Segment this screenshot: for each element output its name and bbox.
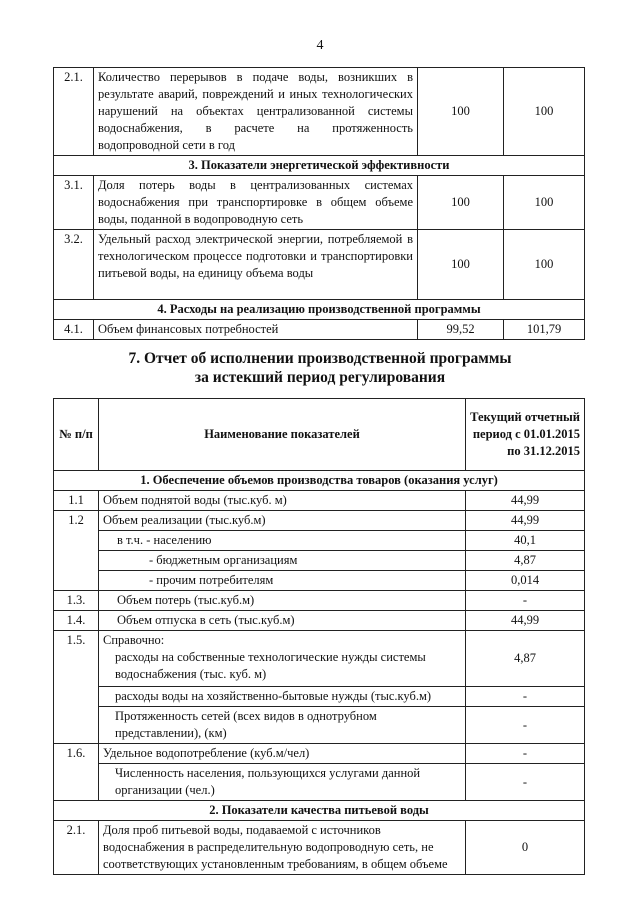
row-number: 1.6. [54, 744, 99, 801]
row-value: 40,1 [466, 531, 585, 551]
section-row [54, 300, 585, 320]
row-value-1: 100 [418, 68, 504, 156]
row-number: 2.1. [54, 821, 99, 875]
row-value: 4,87 [466, 631, 585, 687]
section-heading-4: 4. Расходы на реализацию производственной программы [54, 300, 585, 320]
row-value: - [466, 687, 585, 707]
row-text: Протяженность сетей (всех видов в однотрубном представлении), (км) [99, 707, 466, 744]
row-value-1: 99,52 [418, 320, 504, 340]
row-text: Объем потерь (тыс.куб.м) [99, 591, 466, 611]
table-row [54, 68, 585, 156]
row-value-1: 100 [418, 176, 504, 230]
row-text: Доля потерь воды в централизованных системах водоснабжения при транспортировке в общем объеме воды, поданной в водопроводную сеть [94, 176, 418, 230]
row-number: 1.4. [54, 611, 99, 631]
header-row [54, 399, 585, 471]
report-title-line-2: за истекший период регулирования [194, 369, 446, 386]
row-text: Объем отпуска в сеть (тыс.куб.м) [99, 611, 466, 631]
row-text: Численность населения, пользующихся услугами данной организации (чел.) [99, 764, 466, 801]
table-row [54, 176, 585, 230]
row-value: 44,99 [466, 611, 585, 631]
row-text: Объем поднятой воды (тыс.куб. м) [99, 491, 466, 511]
row-number: 3.2. [54, 230, 94, 300]
row-text [99, 631, 466, 687]
table-row [54, 744, 585, 764]
section-heading-3: 3. Показатели энергетической эффективности [54, 156, 585, 176]
row-text: в т.ч. - населению [99, 531, 466, 551]
table-row [54, 320, 585, 340]
section-row [54, 156, 585, 176]
row-value: - [466, 591, 585, 611]
row-number: 4.1. [54, 320, 94, 340]
row-number: 3.1. [54, 176, 94, 230]
table-row [54, 491, 585, 511]
row-number: 1.5. [54, 631, 99, 744]
header-col-name: Наименование показателей [99, 399, 466, 471]
row-value: 0,014 [466, 571, 585, 591]
report-title-line-1: 7. Отчет об исполнении производственной программы [128, 350, 512, 367]
section-row [54, 801, 585, 821]
table-row [54, 571, 585, 591]
row-value: - [466, 764, 585, 801]
row-value: 44,99 [466, 511, 585, 531]
table-row [54, 591, 585, 611]
row-value-2: 100 [504, 176, 585, 230]
row-value-2: 100 [504, 230, 585, 300]
table-row [54, 611, 585, 631]
row-label: Справочно: [103, 633, 165, 647]
table-row [54, 631, 585, 687]
row-number: 2.1. [54, 68, 94, 156]
row-value: 4,87 [466, 551, 585, 571]
row-value-2: 101,79 [504, 320, 585, 340]
table-row [54, 707, 585, 744]
report-title [0, 349, 640, 387]
row-text: Удельное водопотребление (куб.м/чел) [99, 744, 466, 764]
report-table [53, 398, 585, 875]
table-row [54, 821, 585, 875]
row-number: 1.2 [54, 511, 99, 591]
table-row [54, 764, 585, 801]
row-value: - [466, 707, 585, 744]
row-text: Объем реализации (тыс.куб.м) [99, 511, 466, 531]
table-row [54, 531, 585, 551]
row-value: - [466, 744, 585, 764]
row-text: расходы воды на хозяйственно-бытовые нужды (тыс.куб.м) [99, 687, 466, 707]
row-text: Доля проб питьевой воды, подаваемой с источников водоснабжения в распределительную водопроводную сеть, не соответствующих установленным требованиям, в общем объеме [99, 821, 466, 875]
row-text: - бюджетным организациям [99, 551, 466, 571]
section-row [54, 471, 585, 491]
row-text: Объем финансовых потребностей [94, 320, 418, 340]
section-heading-1: 1. Обеспечение объемов производства товаров (оказания услуг) [54, 471, 585, 491]
table-row [54, 511, 585, 531]
row-text: Удельный расход электрической энергии, потребляемой в технологическом процессе подготовки и транспортировки питьевой воды, на единицу объема воды [94, 230, 418, 300]
header-col-num: № п/п [54, 399, 99, 471]
row-number: 1.3. [54, 591, 99, 611]
top-indicators-table [53, 67, 585, 340]
row-value: 0 [466, 821, 585, 875]
row-number: 1.1 [54, 491, 99, 511]
table-row [54, 687, 585, 707]
page-number: 4 [316, 38, 324, 53]
row-value-2: 100 [504, 68, 585, 156]
table-row [54, 230, 585, 300]
header-col-period: Текущий отчетный период с 01.01.2015 по 31.12.2015 [466, 399, 585, 471]
row-text: - прочим потребителям [99, 571, 466, 591]
row-value: 44,99 [466, 491, 585, 511]
row-value-1: 100 [418, 230, 504, 300]
row-subtext: расходы на собственные технологические нужды системы водоснабжения (тыс. куб. м) [115, 650, 426, 681]
table-row [54, 551, 585, 571]
row-text: Количество перерывов в подаче воды, возникших в результате аварий, повреждений и иных технологических нарушений на объектах централизованной системы водоснабжения, в расчете на протяженность водопроводной сети в год [94, 68, 418, 156]
section-heading-2: 2. Показатели качества питьевой воды [54, 801, 585, 821]
